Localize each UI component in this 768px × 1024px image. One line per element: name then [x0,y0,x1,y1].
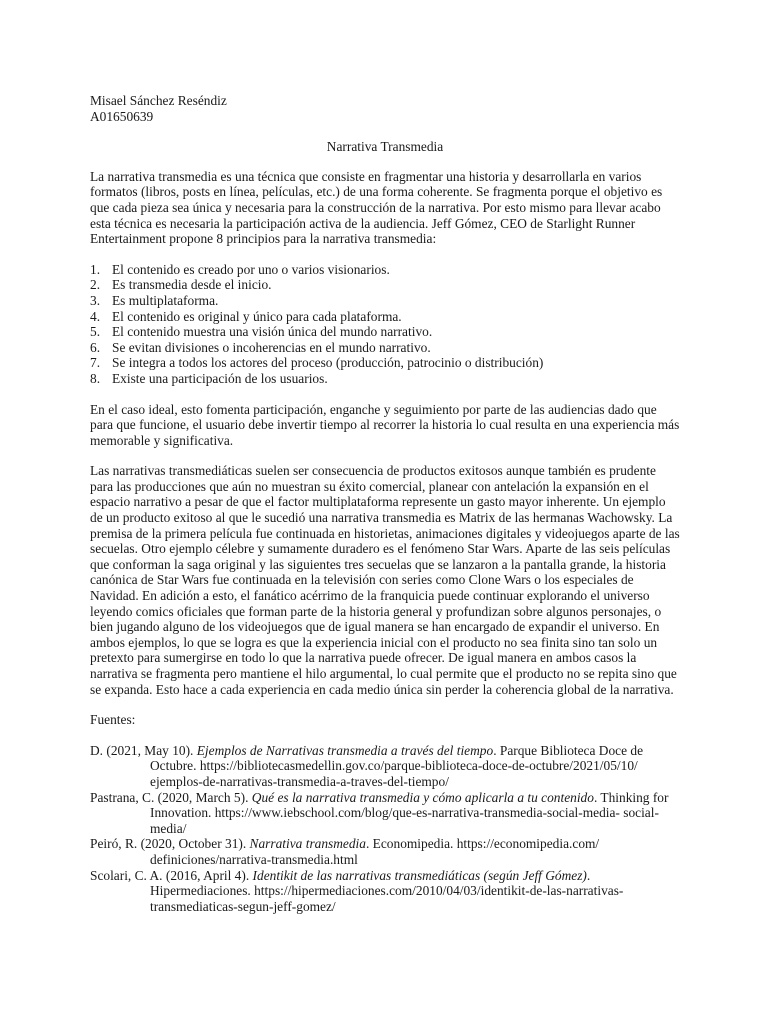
principles-list [90,262,680,387]
reference-title: Identikit de las narrativas transmediáticas (según Jeff Gómez) [252,867,587,883]
reference-details: . Thinking for Innovation. https://www.iebschool.com/blog/que-es-narrativa-transmedia-social-media- social-media/ [150,789,669,836]
reference-details: . Hipermediaciones. https://hipermediaciones.com/2010/04/03/identikit-de-las-narrativas- transmediaticas-segun-jeff-gomez/ [150,867,624,914]
examples-paragraph: Las narrativas transmediáticas suelen ser consecuencia de productos exitosos aunque también es prudente para las producciones que aún no muestran su éxito comercial, planear con antelación la expansión en el espacio narrativo a pesar de que el factor multiplataforma represente un gasto mayor inherente. Un ejemplo de un producto exitoso al que le sucedió una narrativa transmedia es Matrix de las hermanas Wachowsky. La premisa de la primera película fue continuada en historietas, animaciones digitales y videojuegos aparte de las secuelas. Otro ejemplo célebre y sumamente duradero es el fenómeno Star Wars. Aparte de las seis películas que conforman la saga original y las siguientes tres secuelas que se lanzaron a la pantalla grande, la historia canónica de Star Wars fue continuada en la televisión con series como Clone Wars o los especiales de Navidad. En adición a esto, el fanático acérrimo de la franquicia puede continuar explorando el universo leyendo comics oficiales que forman parte de la historia general y profundizan sobre algunos personajes, o bien jugando alguno de los videojuegos que de igual manera se han encargado de expandir el universo. En ambos ejemplos, lo que se logra es que la experiencia inicial con el producto no sea finita sino tan solo un pretexto para sumergirse en todo lo que la narrativa puede ofrecer. De igual manera en ambos casos la narrativa se fragmenta pero mantiene el hilo argumental, lo cual permite que el producto no se repita sino que se expanda. Esto hace a cada experiencia en cada medio única sin perder la coherencia global de la narrativa. [90,463,680,697]
list-item-text: Se integra a todos los actores del proceso (producción, patrocinio o distribución) [112,355,544,371]
reference-author-date: D. (2021, May 10). [90,742,197,758]
ideal-case-paragraph: En el caso ideal, esto fomenta participación, enganche y seguimiento por parte de las audiencias dado que para que funcione, el usuario debe invertir tiempo al recorrer la historia lo cual resulta en una experiencia más memorable y significativa. [90,401,680,448]
intro-paragraph: La narrativa transmedia es una técnica que consiste en fragmentar una historia y desarrollarla en varios formatos (libros, posts en línea, películas, etc.) de una forma coherente. Se fragmenta porque el objetivo es que cada pieza sea única y necesaria para la construcción de la narrativa. Por esto mismo para llevar acabo esta técnica es necesaria la participación activa de la audiencia. Jeff Gómez, CEO de Starlight Runner Entertainment propone 8 principios para la narrativa transmedia: [90,168,663,247]
list-item-number: 1. [90,261,101,277]
list-item-text: Es multiplataforma. [112,292,219,308]
list-item [90,340,680,356]
list-item-number: 8. [90,370,101,386]
list-item-number: 5. [90,324,101,340]
list-item-number: 6. [90,339,101,355]
reference-item [90,790,680,837]
list-item [90,355,680,371]
list-item-number: 3. [90,292,101,308]
list-item [90,371,680,387]
reference-item [90,868,680,915]
list-item [90,324,680,340]
sources-heading: Fuentes: [90,712,136,728]
document-body [90,93,680,914]
student-id: A01650639 [90,108,154,124]
reference-author-date: Peiró, R. (2020, October 31). [90,836,250,852]
list-item [90,277,680,293]
list-item-number: 4. [90,308,101,324]
list-item-text: El contenido es creado por uno o varios visionarios. [112,261,390,277]
reference-title: Narrativa transmedia [249,836,366,852]
reference-item [90,836,680,867]
list-item-text: El contenido es original y único para cada plataforma. [112,308,402,324]
reference-details: . Economipedia. https://economipedia.com/ definiciones/narrativa-transmedia.html [150,836,600,867]
list-item [90,293,680,309]
list-item-text: El contenido muestra una visión única del mundo narrativo. [112,324,433,340]
document-title: Narrativa Transmedia [326,139,444,155]
list-item-number: 7. [90,355,101,371]
list-item [90,262,680,278]
reference-details: . Parque Biblioteca Doce de Octubre. https://bibliotecasmedellin.gov.co/parque-biblioteca-doce-de-octubre/2021/05/10/ ejemplos-de-narrativas-transmedia-a-traves-del-tiempo/ [150,742,644,789]
reference-title: Qué es la narrativa transmedia y cómo aplicarla a tu contenido [251,789,594,805]
list-item [90,309,680,325]
list-item-text: Se evitan divisiones o incoherencias en el mundo narrativo. [112,339,431,355]
list-item-text: Es transmedia desde el inicio. [112,277,272,293]
references-list [90,743,680,915]
reference-title: Ejemplos de Narrativas transmedia a través del tiempo [196,742,494,758]
reference-author-date: Scolari, C. A. (2016, April 4). [90,867,253,883]
reference-item [90,743,680,790]
reference-author-date: Pastrana, C. (2020, March 5). [90,789,252,805]
list-item-text: Existe una participación de los usuarios. [112,370,328,386]
author-name: Misael Sánchez Reséndiz [90,93,227,108]
list-item-number: 2. [90,277,101,293]
